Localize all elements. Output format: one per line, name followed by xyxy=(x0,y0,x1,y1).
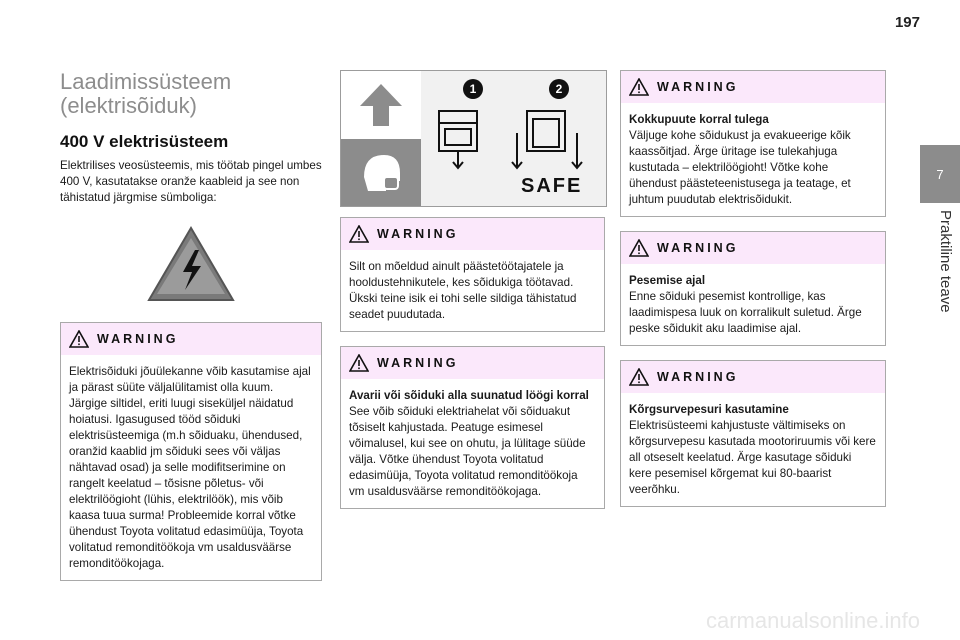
warning-triangle-icon xyxy=(349,225,369,243)
warning-triangle-icon xyxy=(629,239,649,257)
chapter-title: Praktiline teave xyxy=(937,210,954,313)
warning-text: Elektrisõiduki jõuülekanne võib kasutamise ajal ja pärast süüte väljalülitamist olla kuum. Järgige siltidel, eriti luugi siseküljel näidatud hoiatusi. Igasugused tööd sõiduki elektrisüsteemiga (m.h sõiduaku, ühendused, oranžid kaablid jm sõiduki sees või väljas nähtavad osad) ja selle modifitserimine on rangelt keelatud – tõsisne põletus- või elektrilöögioht (lühis, elektrilöök), mis võib kaasa tuua surma! Probleemide korral võtke ühendust Toyota volitatud edasimüüja, Toyota volitatud remonditöökoja vm usaldusväärse remonditöökojaga. xyxy=(69,365,311,570)
warning-body xyxy=(621,103,885,216)
figure-badge-2: 2 xyxy=(549,79,569,99)
warning-header xyxy=(341,347,604,379)
warning-text: Elektrisüsteemi kahjustuste vältimiseks on kõrgsurvepesu kasutada mootoriruumis või kere all otseselt keelatud. Ärge kasutage sõiduki kere pesemisel kõrgemat kui 80-baarist veerõhku. xyxy=(629,419,876,496)
arrow-up-icon xyxy=(341,71,421,139)
warning-title: WARNING xyxy=(657,80,739,94)
intro-text: Elektrilises veosüsteemis, mis töötab pingel umbes 400 V, kasutatakse oranže kaableid ja see non tähistatud järgmise sümboliga: xyxy=(60,159,322,204)
subsection-title: 400 V elektrisüsteem xyxy=(60,132,229,151)
warning-text: Enne sõiduki pesemist kontrollige, kas laadimispesa luuk on korralikult suletud. Ärge peske sõidukit aku laadimise ajal. xyxy=(629,290,862,335)
warning-box-pressure-washer xyxy=(620,360,886,507)
figure-right-panel xyxy=(421,71,606,206)
section-title xyxy=(60,70,322,118)
left-column xyxy=(60,70,322,595)
warning-title: WARNING xyxy=(97,332,179,346)
warning-box-label xyxy=(340,217,605,332)
warning-triangle-icon xyxy=(629,368,649,386)
warning-box-washing xyxy=(620,231,886,346)
right-column xyxy=(620,70,886,521)
warning-header xyxy=(61,323,321,355)
warning-body xyxy=(621,393,885,506)
warning-heading: Kõrgsurvepesuri kasutamine xyxy=(629,403,789,416)
warning-triangle-icon xyxy=(69,330,89,348)
warning-title: WARNING xyxy=(377,356,459,370)
page-number: 197 xyxy=(894,14,920,31)
warning-body xyxy=(341,379,604,508)
watermark: carmanualsonline.info xyxy=(705,608,920,633)
warning-header xyxy=(621,71,885,103)
warning-box-accident xyxy=(340,346,605,509)
warning-title: WARNING xyxy=(377,227,459,241)
warning-heading: Pesemise ajal xyxy=(629,274,706,287)
warning-triangle-icon xyxy=(349,354,369,372)
warning-box-hot-system xyxy=(60,322,322,581)
section-title-line1: Laadimissüsteem xyxy=(60,69,232,94)
warning-body xyxy=(61,355,321,580)
warning-title: WARNING xyxy=(657,370,739,384)
high-voltage-icon xyxy=(60,224,322,304)
warning-header xyxy=(621,232,885,264)
helmet-icon xyxy=(341,139,421,207)
section-title-line2: (elektrisõiduk) xyxy=(60,93,197,118)
safe-label: SAFE xyxy=(521,175,583,197)
warning-header xyxy=(341,218,604,250)
warning-body xyxy=(621,264,885,345)
warning-body xyxy=(341,250,604,331)
middle-column xyxy=(340,70,605,523)
safety-label-figure xyxy=(340,70,607,207)
warning-text: Silt on mõeldud ainult päästetöötajatele ja hooldustehnikutele, kes sõidukiga töötavad. Ükski teine isik ei tohi selle sildiga tähistatud seadet puudutada. xyxy=(349,260,577,321)
warning-box-fire xyxy=(620,70,886,217)
figure-badge-1: 1 xyxy=(463,79,483,99)
warning-text: Väljuge kohe sõidukust ja evakueerige kõik kaassõitjad. Ärge üritage ise tulekahjuga kustutada – elektrilöögioht! Võtke kohe ühendust päästeteenistusega ja teatage, et juhtum puudutab elektrisõidukit. xyxy=(629,129,851,206)
chapter-tab: 7 xyxy=(920,145,960,203)
warning-triangle-icon xyxy=(629,78,649,96)
warning-text: See võib sõiduki elektriahelat või sõiduakut tõsiselt kahjustada. Peatuge esimesel võimalusel, kui see on ohutu, ja lülitage süüde välja. Võtke ühendust Toyota volitatud edasimüüja, Toyota volitatud remonditöökoja vm usaldusväärse remonditöökojaga. xyxy=(349,405,586,498)
figure-left-panel xyxy=(341,71,421,206)
warning-title: WARNING xyxy=(657,241,739,255)
warning-heading: Avarii või sõiduki alla suunatud löögi korral xyxy=(349,389,589,402)
warning-header xyxy=(621,361,885,393)
warning-heading: Kokkupuute korral tulega xyxy=(629,113,769,126)
connector-diagram-icon xyxy=(431,105,601,175)
